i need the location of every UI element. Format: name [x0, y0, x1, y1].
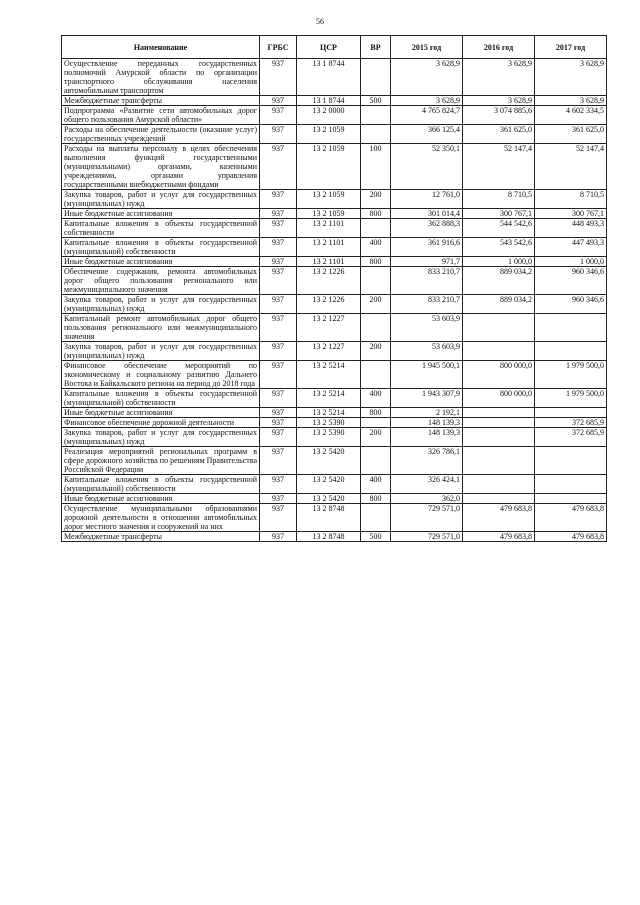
row-2015: 971,7: [391, 257, 463, 267]
row-2015: 3 628,9: [391, 96, 463, 106]
row-2017: 448 493,3: [535, 219, 607, 238]
row-grbs: 937: [260, 389, 297, 408]
row-2017: [535, 408, 607, 418]
row-name: Капитальные вложения в объекты государственной (муниципальной) собственности: [62, 389, 260, 408]
row-vr: 200: [361, 342, 391, 361]
row-2017: [535, 475, 607, 494]
row-grbs: 937: [260, 418, 297, 428]
row-2017: 960 346,6: [535, 267, 607, 295]
row-csr: 13 2 1059: [297, 209, 361, 219]
row-csr: 13 1 8744: [297, 59, 361, 96]
row-2017: 8 710,5: [535, 190, 607, 209]
row-name: Закупка товаров, работ и услуг для государственных (муниципальных) нужд: [62, 295, 260, 314]
row-2017: [535, 342, 607, 361]
row-2016: 3 074 885,6: [463, 106, 535, 125]
row-vr: 500: [361, 96, 391, 106]
row-2017: 361 625,0: [535, 125, 607, 144]
row-2015: 833 210,7: [391, 267, 463, 295]
budget-table: [61, 35, 607, 542]
row-2017: 447 493,3: [535, 238, 607, 257]
row-name: Расходы на выплаты персоналу в целях обеспечения выполнения функций государственными (муниципальными) органами, казенными учреждениями, органами управления государственными внебюджетными фондами: [62, 144, 260, 190]
row-grbs: 937: [260, 106, 297, 125]
row-name: Капитальные вложения в объекты государственной (муниципальной) собственности: [62, 238, 260, 257]
row-grbs: 937: [260, 314, 297, 342]
table-header-row: [62, 36, 607, 59]
row-name: Иные бюджетные ассигнования: [62, 257, 260, 267]
row-2015: 1 945 500,1: [391, 361, 463, 389]
row-name: Межбюджетные трансферты: [62, 96, 260, 106]
row-2015: 52 350,1: [391, 144, 463, 190]
row-grbs: 937: [260, 125, 297, 144]
column-header-grbs: ГРБС: [260, 36, 297, 59]
row-2015: 3 628,9: [391, 59, 463, 96]
row-grbs: 937: [260, 190, 297, 209]
row-2016: 361 625,0: [463, 125, 535, 144]
table-row: [62, 504, 607, 532]
row-name: Осуществление переданных государственных полномочий Амурской области по организации транспортного обслуживания населения автомобильным транспортом: [62, 59, 260, 96]
row-2016: 889 034,2: [463, 267, 535, 295]
row-csr: 13 2 1227: [297, 342, 361, 361]
row-vr: [361, 106, 391, 125]
column-header-csr: ЦСР: [297, 36, 361, 59]
row-2016: [463, 494, 535, 504]
row-2017: 3 628,9: [535, 59, 607, 96]
row-2017: 479 683,8: [535, 532, 607, 542]
row-2015: 2 192,1: [391, 408, 463, 418]
row-name: Капитальный ремонт автомобильных дорог общего пользования регионального или межмуниципального значения: [62, 314, 260, 342]
row-csr: 13 2 1059: [297, 125, 361, 144]
row-csr: 13 2 5420: [297, 475, 361, 494]
table-row: [62, 447, 607, 475]
row-vr: [361, 447, 391, 475]
row-vr: [361, 267, 391, 295]
row-csr: 13 2 0000: [297, 106, 361, 125]
row-2015: 12 761,0: [391, 190, 463, 209]
row-name: Осуществление муниципальными образованиями дорожной деятельности в отношении автомобильных дорог местного значения и сооружений на них: [62, 504, 260, 532]
row-vr: 400: [361, 238, 391, 257]
row-2015: 362 888,3: [391, 219, 463, 238]
row-2016: 544 542,6: [463, 219, 535, 238]
row-2015: 729 571,0: [391, 532, 463, 542]
row-2017: 479 683,8: [535, 504, 607, 532]
column-header-2017: 2017 год: [535, 36, 607, 59]
row-vr: 200: [361, 295, 391, 314]
row-csr: 13 2 1226: [297, 295, 361, 314]
row-vr: [361, 219, 391, 238]
row-2017: 300 767,1: [535, 209, 607, 219]
table-row: [62, 389, 607, 408]
row-2016: 800 000,0: [463, 389, 535, 408]
row-grbs: 937: [260, 342, 297, 361]
row-2016: 52 147,4: [463, 144, 535, 190]
table-row: [62, 408, 607, 418]
row-csr: 13 2 5214: [297, 408, 361, 418]
table-row: [62, 314, 607, 342]
row-grbs: 937: [260, 504, 297, 532]
row-vr: [361, 125, 391, 144]
row-name: Финансовое обеспечение дорожной деятельности: [62, 418, 260, 428]
row-2015: 366 125,4: [391, 125, 463, 144]
row-2016: 543 542,6: [463, 238, 535, 257]
row-vr: 800: [361, 209, 391, 219]
row-name: Расходы на обеспечение деятельности (оказание услуг) государственных учреждений: [62, 125, 260, 144]
row-2017: [535, 494, 607, 504]
row-csr: 13 1 8744: [297, 96, 361, 106]
row-2015: 362,0: [391, 494, 463, 504]
column-header-name: Наименование: [62, 36, 260, 59]
row-2015: 326 786,1: [391, 447, 463, 475]
row-2015: 148 139,3: [391, 418, 463, 428]
row-2017: [535, 447, 607, 475]
row-name: Обеспечение содержания, ремонта автомобильных дорог общего пользования регионального или межмуниципального значения: [62, 267, 260, 295]
row-csr: 13 2 1101: [297, 219, 361, 238]
row-name: Закупка товаров, работ и услуг для государственных (муниципальных) нужд: [62, 342, 260, 361]
row-2016: [463, 418, 535, 428]
row-csr: 13 2 1101: [297, 257, 361, 267]
row-name: Иные бюджетные ассигнования: [62, 209, 260, 219]
row-vr: 200: [361, 428, 391, 447]
table-row: [62, 342, 607, 361]
table-row: [62, 532, 607, 542]
table-row: [62, 428, 607, 447]
table-row: [62, 361, 607, 389]
row-2017: 4 602 334,5: [535, 106, 607, 125]
table-row: [62, 125, 607, 144]
row-grbs: 937: [260, 408, 297, 418]
row-name: Финансовое обеспечение мероприятий по экономическому и социальному развитию Дальнего Востока и Байкальского региона на период до 2018 года: [62, 361, 260, 389]
row-grbs: 937: [260, 494, 297, 504]
row-2015: 53 603,9: [391, 342, 463, 361]
row-2016: [463, 428, 535, 447]
row-vr: [361, 418, 391, 428]
row-csr: 13 2 5420: [297, 494, 361, 504]
row-name: Закупка товаров, работ и услуг для государственных (муниципальных) нужд: [62, 428, 260, 447]
row-grbs: 937: [260, 144, 297, 190]
row-name: Иные бюджетные ассигнования: [62, 494, 260, 504]
row-2016: 1 000,0: [463, 257, 535, 267]
table-row: [62, 190, 607, 209]
row-grbs: 937: [260, 447, 297, 475]
row-2017: 52 147,4: [535, 144, 607, 190]
row-grbs: 937: [260, 428, 297, 447]
row-vr: 800: [361, 408, 391, 418]
row-csr: 13 2 5390: [297, 428, 361, 447]
table-row: [62, 475, 607, 494]
row-name: Иные бюджетные ассигнования: [62, 408, 260, 418]
column-header-vr: ВР: [361, 36, 391, 59]
column-header-2015: 2015 год: [391, 36, 463, 59]
row-grbs: 937: [260, 257, 297, 267]
row-2015: 326 424,1: [391, 475, 463, 494]
row-name: Подпрограмма «Развитие сети автомобильных дорог общего пользования Амурской области»: [62, 106, 260, 125]
row-2017: 1 000,0: [535, 257, 607, 267]
row-2016: [463, 342, 535, 361]
table-row: [62, 418, 607, 428]
row-2015: 53 603,9: [391, 314, 463, 342]
row-csr: 13 2 5214: [297, 361, 361, 389]
table-row: [62, 238, 607, 257]
table-body: [62, 59, 607, 542]
row-grbs: 937: [260, 238, 297, 257]
row-2015: 148 139,3: [391, 428, 463, 447]
row-csr: 13 2 1059: [297, 190, 361, 209]
row-2016: 479 683,8: [463, 504, 535, 532]
row-grbs: 937: [260, 532, 297, 542]
row-grbs: 937: [260, 219, 297, 238]
row-2016: 3 628,9: [463, 96, 535, 106]
row-grbs: 937: [260, 475, 297, 494]
table-row: [62, 219, 607, 238]
row-vr: 400: [361, 475, 391, 494]
page-number: 56: [316, 17, 324, 26]
row-csr: 13 2 8748: [297, 504, 361, 532]
row-name: Капитальные вложения в объекты государственной собственности: [62, 219, 260, 238]
row-2017: 3 628,9: [535, 96, 607, 106]
table-row: [62, 106, 607, 125]
row-2017: [535, 314, 607, 342]
row-2017: 1 979 500,0: [535, 389, 607, 408]
table-row: [62, 295, 607, 314]
row-2016: 300 767,1: [463, 209, 535, 219]
row-vr: [361, 59, 391, 96]
row-csr: 13 2 5390: [297, 418, 361, 428]
table-row: [62, 209, 607, 219]
row-grbs: 937: [260, 209, 297, 219]
row-name: Реализация мероприятий региональных программ в сфере дорожного хозяйства по решениям Правительства Российской Федерации: [62, 447, 260, 475]
row-vr: 500: [361, 532, 391, 542]
row-2016: 800 000,0: [463, 361, 535, 389]
row-csr: 13 2 1226: [297, 267, 361, 295]
row-name: Закупка товаров, работ и услуг для государственных (муниципальных) нужд: [62, 190, 260, 209]
row-csr: 13 2 1059: [297, 144, 361, 190]
table-row: [62, 257, 607, 267]
row-2015: 729 571,0: [391, 504, 463, 532]
row-2015: 361 916,6: [391, 238, 463, 257]
row-2016: 479 683,8: [463, 532, 535, 542]
row-csr: 13 2 5214: [297, 389, 361, 408]
row-name: Капитальные вложения в объекты государственной (муниципальной) собственности: [62, 475, 260, 494]
row-2015: 4 765 824,7: [391, 106, 463, 125]
row-2016: [463, 447, 535, 475]
row-2015: 301 014,4: [391, 209, 463, 219]
row-vr: [361, 361, 391, 389]
row-2017: 960 346,6: [535, 295, 607, 314]
table-row: [62, 494, 607, 504]
row-2017: 372 685,9: [535, 428, 607, 447]
table-row: [62, 267, 607, 295]
row-grbs: 937: [260, 361, 297, 389]
row-csr: 13 2 5420: [297, 447, 361, 475]
row-grbs: 937: [260, 96, 297, 106]
row-2015: 1 943 307,9: [391, 389, 463, 408]
row-vr: 800: [361, 494, 391, 504]
table-row: [62, 96, 607, 106]
column-header-2016: 2016 год: [463, 36, 535, 59]
row-grbs: 937: [260, 267, 297, 295]
row-vr: 200: [361, 190, 391, 209]
row-vr: [361, 314, 391, 342]
row-vr: 800: [361, 257, 391, 267]
row-csr: 13 2 8748: [297, 532, 361, 542]
row-grbs: 937: [260, 295, 297, 314]
table-row: [62, 144, 607, 190]
row-2017: 1 979 500,0: [535, 361, 607, 389]
row-2016: [463, 314, 535, 342]
row-name: Межбюджетные трансферты: [62, 532, 260, 542]
row-2016: 889 034,2: [463, 295, 535, 314]
row-2016: [463, 475, 535, 494]
row-2016: [463, 408, 535, 418]
row-csr: 13 2 1227: [297, 314, 361, 342]
row-2017: 372 685,9: [535, 418, 607, 428]
table-row: [62, 59, 607, 96]
row-vr: 100: [361, 144, 391, 190]
row-grbs: 937: [260, 59, 297, 96]
row-2016: 3 628,9: [463, 59, 535, 96]
row-vr: [361, 504, 391, 532]
row-2016: 8 710,5: [463, 190, 535, 209]
row-vr: 400: [361, 389, 391, 408]
row-csr: 13 2 1101: [297, 238, 361, 257]
row-2015: 833 210,7: [391, 295, 463, 314]
